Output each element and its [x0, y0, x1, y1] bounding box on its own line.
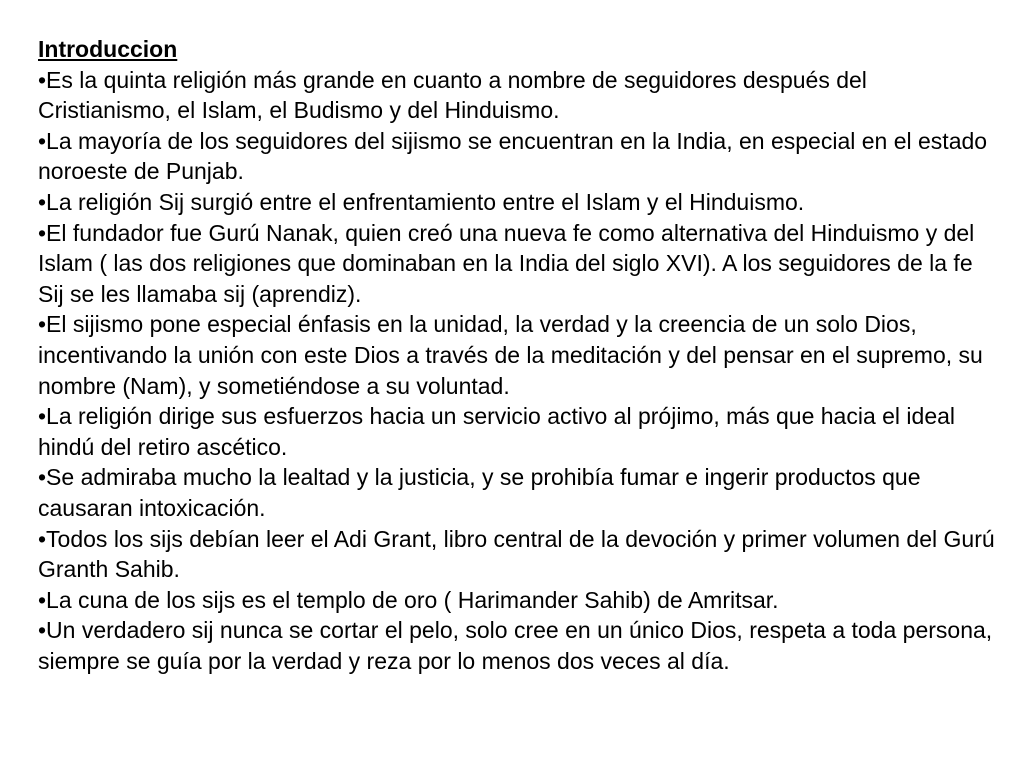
bullet-item: •Es la quinta religión más grande en cuanto a nombre de seguidores después del Cristianismo, el Islam, el Budismo y del Hinduismo. [38, 66, 867, 124]
bullet-item: •El sijismo pone especial énfasis en la unidad, la verdad y la creencia de un solo Dios, incentivando la unión con este Dios a través de la meditación y del pensar en el supremo, su nombre (Nam), y sometiéndose a su voluntad. [38, 311, 983, 399]
bullet-item: •El fundador fue Gurú Nanak, quien creó una nueva fe como alternativa del Hinduismo y del Islam ( las dos religiones que dominaban en la India del siglo XVI). A los seguidores de la fe Sij se les llamaba sij (aprendiz). [38, 219, 975, 307]
slide-title: Introduccion [38, 36, 178, 62]
bullet-item: •La religión dirige sus esfuerzos hacia un servicio activo al prójimo, más que hacia el ideal hindú del retiro ascético. [38, 403, 956, 460]
bullet-item: •Todos los sijs debían leer el Adi Grant, libro central de la devoción y primer volumen del Gurú Granth Sahib. [38, 525, 995, 583]
bullet-item: •La religión Sij surgió entre el enfrentamiento entre el Islam y el Hinduismo. [38, 188, 805, 215]
bullet-item: •La mayoría de los seguidores del sijismo se encuentran en la India, en especial en el estado noroeste de Punjab. [38, 127, 988, 185]
bullet-item: •La cuna de los sijs es el templo de oro ( Harimander Sahib) de Amritsar. [38, 586, 779, 613]
slide-content [38, 34, 1004, 676]
bullet-item: •Se admiraba mucho la lealtad y la justicia, y se prohibía fumar e ingerir productos que causaran intoxicación. [38, 464, 921, 521]
bullet-item: •Un verdadero sij nunca se cortar el pelo, solo cree en un único Dios, respeta a toda persona, siempre se guía por la verdad y reza por lo menos dos veces al día. [38, 617, 993, 674]
